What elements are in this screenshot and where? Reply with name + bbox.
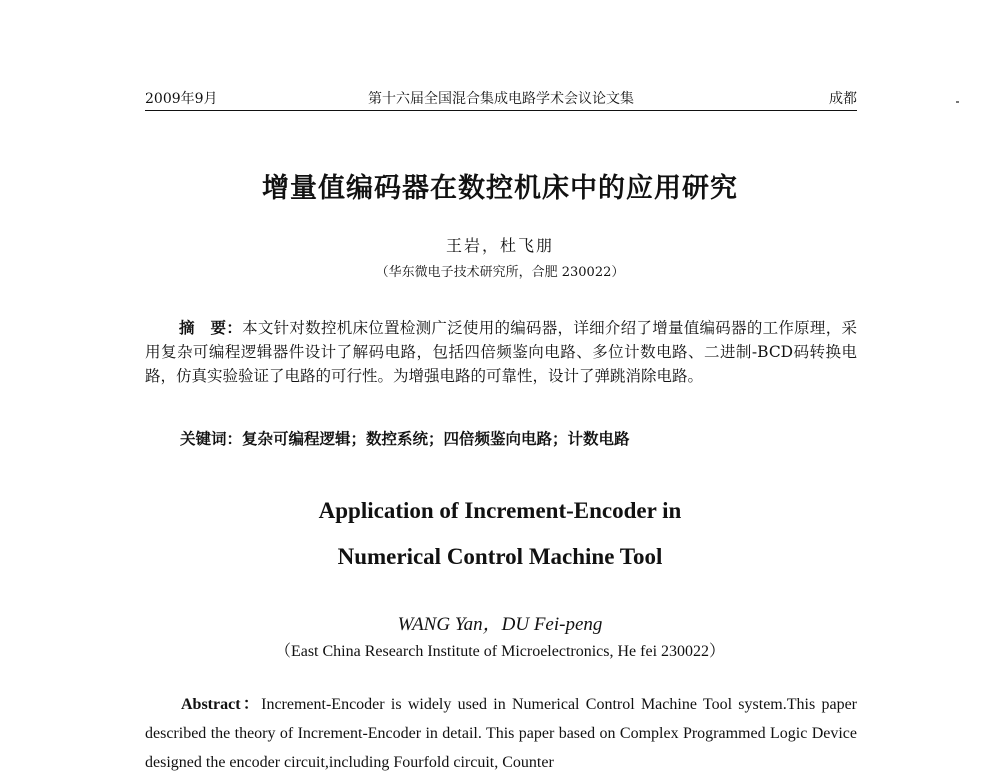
title-english-line1: Application of Increment-Encoder in (318, 498, 682, 523)
header-date: 2009年9月 (145, 91, 218, 107)
title-english (0, 488, 1000, 580)
abstract-english (145, 690, 857, 777)
authors-english: WANG Yan，DU Fei-peng (397, 614, 603, 635)
abstract-chinese-text: 本文针对数控机床位置检测广泛使用的编码器，详细介绍了增量值编码器的工作原理，采用复杂可编程逻辑器件设计了解码电路，包括四倍频鉴向电路、多位计数电路、二进制-BCD码转换电路，仿真实验验证了电路的可行性。为增强电路的可靠性，设计了弹跳消除电路。 (145, 319, 857, 385)
authors-chinese: 王岩，杜飞朋 (445, 236, 554, 255)
affiliation-chinese: （华东微电子技术研究所，合肥 230022） (375, 265, 625, 280)
abstract-english-text: Increment-Encoder is widely used in Numerical Control Machine Tool system.This paper described the theory of Increment-Encoder in detail. This paper based on Complex Programmed Logic Device designed the encoder circuit,including Fourfold circuit, Counter (145, 696, 857, 771)
abstract-english-label: Abstract： (181, 696, 262, 713)
abstract-chinese (145, 316, 857, 388)
keywords-chinese-label: 关键词： (180, 429, 243, 448)
abstract-chinese-label: 摘 要： (179, 318, 243, 337)
title-english-line2: Numerical Control Machine Tool (337, 544, 663, 569)
keywords-chinese (180, 427, 857, 451)
scan-speck (956, 101, 959, 103)
header-location: 成都 (829, 91, 857, 107)
page-header (145, 88, 857, 111)
affiliation-english: （East China Research Institute of Microelectronics, He fei 230022） (274, 643, 726, 660)
title-chinese: 增量值编码器在数控机床中的应用研究 (262, 173, 738, 204)
header-conference: 第十六届全国混合集成电路学术会议论文集 (368, 91, 634, 107)
keywords-chinese-text: 复杂可编程逻辑；数控系统；四倍频鉴向电路；计数电路 (242, 429, 630, 448)
